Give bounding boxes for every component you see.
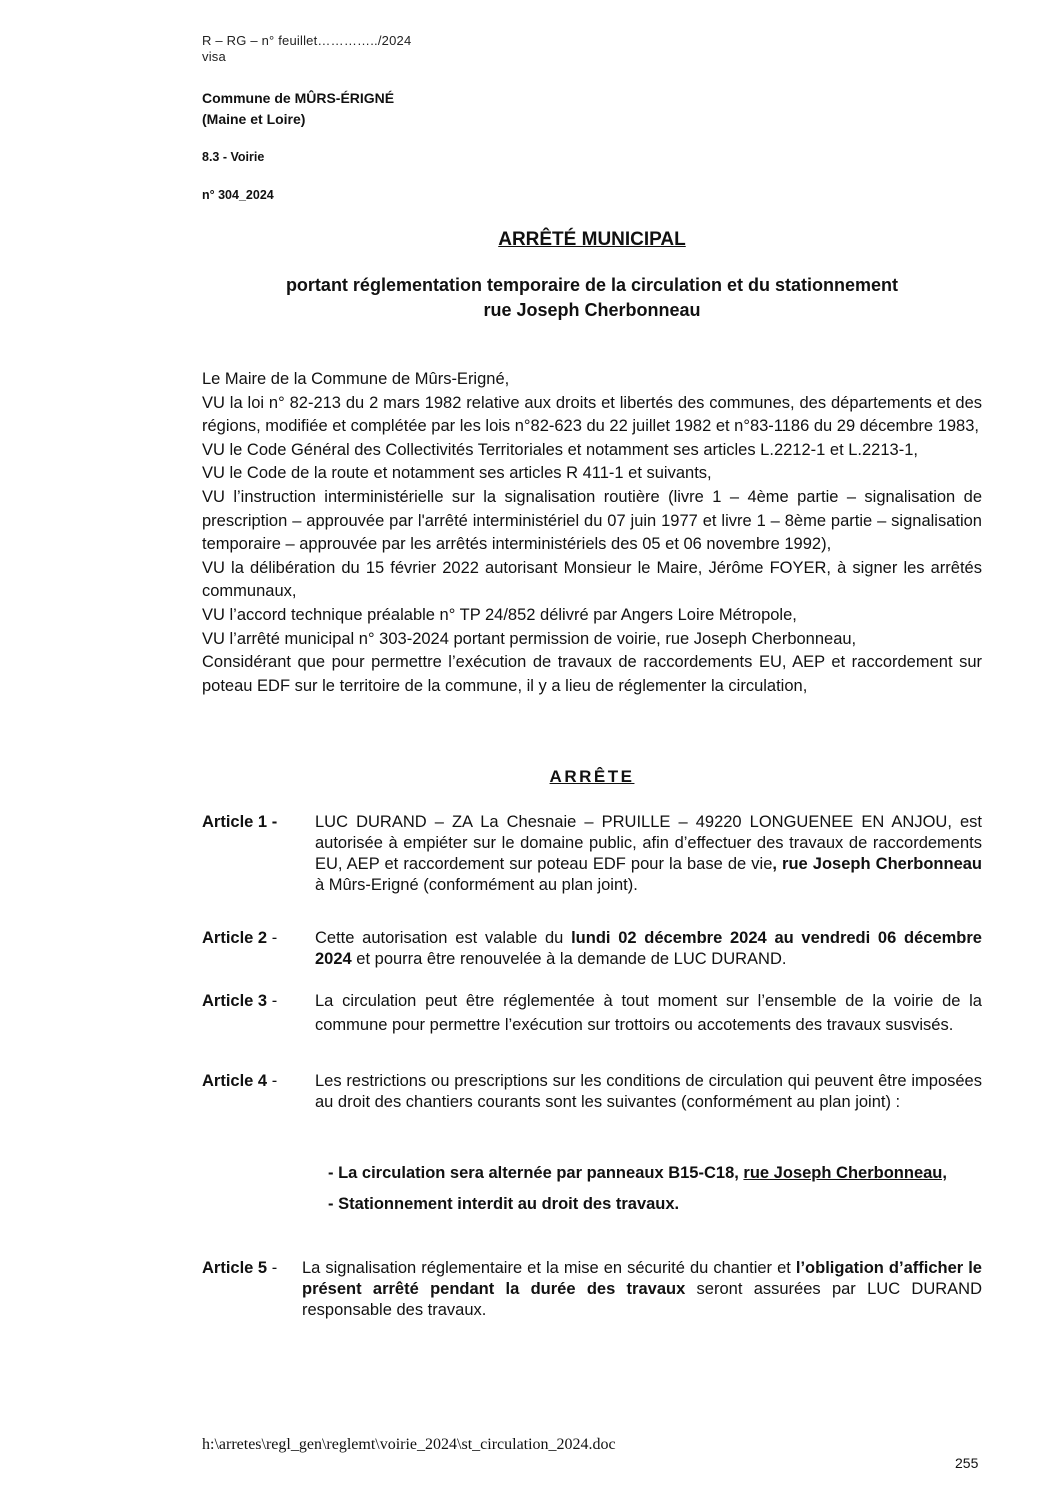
commune-block [202, 88, 394, 130]
article-5 [202, 1258, 982, 1321]
article-bold-text: l’obligation d’afficher le présent arrêté pendant la durée des travaux [302, 1259, 982, 1298]
visa-label: visa [202, 49, 226, 64]
list-item-text: - La circulation sera alternée par panneaux B15-C18, [328, 1164, 744, 1182]
article-label-text: Article 3 [202, 992, 268, 1010]
article-text: LUC DURAND – ZA La Chesnaie – PRUILLE – 49220 LONGUENEE EN ANJOU, est autorisée à empiéter sur le domaine public, afin d’effectuer des travaux de raccordements EU, AEP et raccordement sur poteau EDF pour la base de vie [315, 813, 982, 873]
article-label [202, 990, 315, 1037]
article-label-dash: - [267, 992, 278, 1010]
article-text: La signalisation réglementaire et la mise en sécurité du chantier et [302, 1259, 796, 1277]
article-label-text: Article 4 [202, 1072, 268, 1090]
article-body [302, 1258, 982, 1321]
article-bold-text: lundi 02 décembre 2024 au vendredi 06 décembre 2024 [315, 929, 982, 968]
list-item-underlined: rue Joseph Cherbonneau, [743, 1164, 947, 1182]
page-number: 255 [955, 1455, 979, 1471]
list-item: - Stationnement interdit au droit des travaux. [328, 1195, 680, 1213]
article-label-dash: - [267, 1259, 278, 1277]
article-1 [202, 812, 982, 896]
preamble-line: VU la délibération du 15 février 2022 autorisant Monsieur le Maire, Jérôme FOYER, à signer les arrêtés communaux, [202, 558, 982, 601]
article-label: Article 1 - [202, 813, 278, 831]
article-text: et pourra être renouvelée à la demande de LUC DURAND. [351, 950, 787, 968]
article-body: Les restrictions ou prescriptions sur les conditions de circulation qui peuvent être imposées au droit des chantiers courants sont les suivantes (conformément au plan joint) : [315, 1072, 982, 1111]
footer-file-path: h:\arretes\regl_gen\reglemt\voirie_2024\st_circulation_2024.doc [202, 1436, 616, 1453]
preamble-line: VU le Code de la route et notamment ses articles R 411-1 et suivants, [202, 464, 712, 483]
list-item [328, 1163, 982, 1184]
article-2 [202, 928, 982, 970]
arrete-heading: ARRÊTE [549, 767, 635, 786]
document-reference [202, 33, 411, 65]
reference-line: R – RG – n° feuillet…………../2024 [202, 33, 412, 48]
article-4 [202, 1071, 982, 1113]
article-label [202, 1071, 315, 1113]
preamble [202, 368, 982, 698]
article-label [202, 928, 315, 970]
preamble-line: Considérant que pour permettre l’exécution de travaux de raccordements EU, AEP et raccordement sur poteau EDF sur le territoire de la commune, il y a lieu de réglementer la circulation, [202, 653, 982, 695]
department-name: (Maine et Loire) [202, 111, 306, 127]
preamble-line: VU la loi n° 82-213 du 2 mars 1982 relative aux droits et libertés des communes, des départements et des régions, modifiée et complétée par les lois n°82-623 du 22 juillet 1982 et n°83-1186 du 29 décembre 1983, [202, 393, 982, 436]
decree-number: n° 304_2024 [202, 188, 274, 202]
subtitle-line-1: portant réglementation temporaire de la circulation et du stationnement [285, 275, 899, 295]
article-3 [202, 990, 982, 1037]
article-label-text: Article 5 [202, 1259, 268, 1277]
preamble-line: VU le Code Général des Collectivités Territoriales et notamment ses articles L.2212-1 et L.2213-1, [202, 440, 918, 459]
article-body [315, 812, 982, 896]
section-label: 8.3 - Voirie [202, 150, 265, 164]
commune-name: Commune de MÛRS-ÉRIGNÉ [202, 90, 395, 106]
article-label [202, 1258, 302, 1321]
article-body [315, 928, 982, 970]
preamble-line: VU l’instruction interministérielle sur la signalisation routière (livre 1 – 4ème partie – signalisation de prescription – approuvée par l'arrêté interministériel du 07 juin 1977 et livre 1 – 8ème partie – signalisation temporaire – approuvée par les arrêtés interministériels des 05 et 06 novembre 1992), [202, 487, 982, 554]
article-4-list [328, 1163, 982, 1215]
subtitle-line-2: rue Joseph Cherbonneau [483, 300, 701, 320]
preamble-line: VU l’accord technique préalable n° TP 24/852 délivré par Angers Loire Métropole, [202, 605, 797, 624]
preamble-line: Le Maire de la Commune de Mûrs-Erigné, [202, 370, 510, 388]
article-label-dash: - [267, 929, 278, 947]
page-title: ARRÊTÉ MUNICIPAL [498, 229, 686, 250]
article-text: Cette autorisation est valable du [315, 929, 572, 947]
article-text: à Mûrs-Erigné (conformément au plan joint). [315, 876, 638, 894]
article-body: La circulation peut être réglementée à tout moment sur l’ensemble de la voirie de la commune pour permettre l’exécution sur trottoirs ou accotements des travaux susvisés. [315, 992, 982, 1034]
article-label-dash: - [267, 1072, 278, 1090]
page-subtitle [202, 273, 982, 323]
article-bold-text: , rue Joseph Cherbonneau [772, 855, 982, 873]
article-label-text: Article 2 [202, 929, 268, 947]
preamble-line: VU l’arrêté municipal n° 303-2024 portant permission de voirie, rue Joseph Cherbonneau, [202, 629, 857, 648]
article-text: seront assurées par LUC DURAND responsable des travaux. [302, 1280, 982, 1319]
